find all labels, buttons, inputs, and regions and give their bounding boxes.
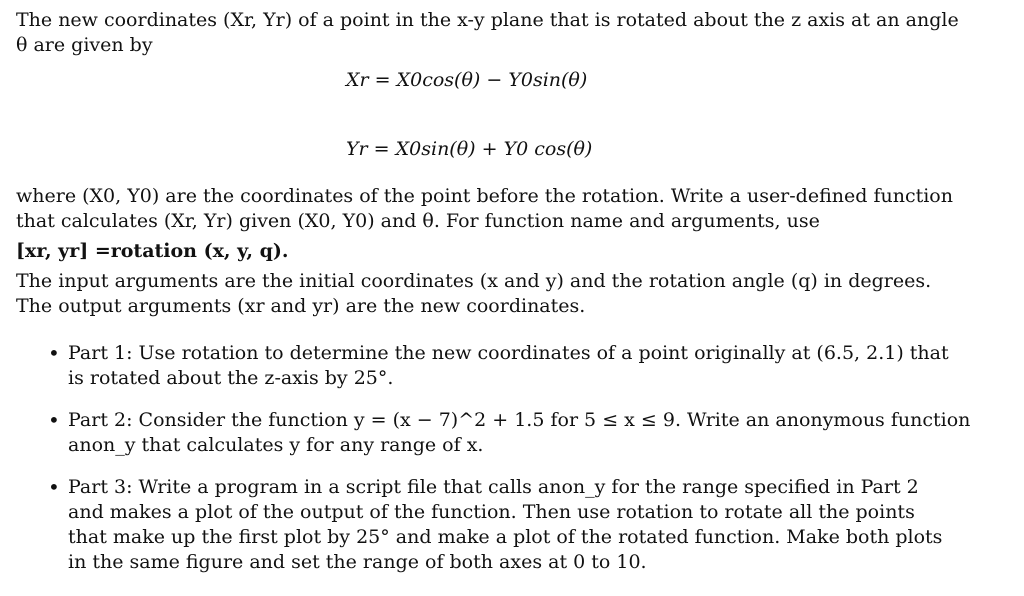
parts-list bbox=[16, 341, 1006, 575]
part-3-line-4: in the same figure and set the range of both axes at 0 to 10. bbox=[68, 551, 647, 573]
list-item-part-3 bbox=[16, 475, 1006, 575]
part-3-line-2: and makes a plot of the output of the function. Then use rotation to rotate all the points bbox=[68, 501, 915, 523]
part-3-line-3: that make up the first plot by 25° and make a plot of the rotated function. Make both plots bbox=[68, 526, 943, 548]
paragraph-line-4: The output arguments (xr and yr) are the new coordinates. bbox=[16, 295, 586, 317]
part-2-line-2: anon_y that calculates y for any range of x. bbox=[68, 434, 484, 456]
paragraph-line-2: that calculates (Xr, Yr) given (X0, Y0) and θ. For function name and arguments, use bbox=[16, 210, 820, 232]
paragraph-line-3: The input arguments are the initial coordinates (x and y) and the rotation angle (q) in degrees. bbox=[16, 270, 932, 292]
intro-line-1: The new coordinates (Xr, Yr) of a point in the x-y plane that is rotated about the z axis at an angle bbox=[16, 9, 959, 31]
part-3-line-1: Part 3: Write a program in a script file that calls anon_y for the range specified in Part 2 bbox=[68, 476, 919, 498]
intro-line-2: θ are given by bbox=[16, 34, 153, 56]
equation-yr: Yr = X0sin(θ) + Y0 cos(θ) bbox=[346, 138, 593, 160]
bullet-icon: • bbox=[48, 475, 60, 499]
paragraph-line-1: where (X0, Y0) are the coordinates of the point before the rotation. Write a user-defined function bbox=[16, 185, 953, 207]
part-1-line-2: is rotated about the z-axis by 25°. bbox=[68, 367, 394, 389]
function-signature: [xr, yr] =rotation (x, y, q). bbox=[16, 240, 289, 262]
bullet-icon: • bbox=[48, 341, 60, 365]
equation-xr: Xr = X0cos(θ) − Y0sin(θ) bbox=[346, 69, 588, 91]
list-item-part-2 bbox=[16, 408, 1006, 458]
part-2-line-1: Part 2: Consider the function y = (x − 7)^2 + 1.5 for 5 ≤ x ≤ 9. Write an anonymous function bbox=[68, 409, 971, 431]
bullet-icon: • bbox=[48, 408, 60, 432]
list-item-part-1 bbox=[16, 341, 1006, 391]
problem-document bbox=[16, 8, 1006, 592]
part-1-line-1: Part 1: Use rotation to determine the new coordinates of a point originally at (6.5, 2.1) that bbox=[68, 342, 949, 364]
